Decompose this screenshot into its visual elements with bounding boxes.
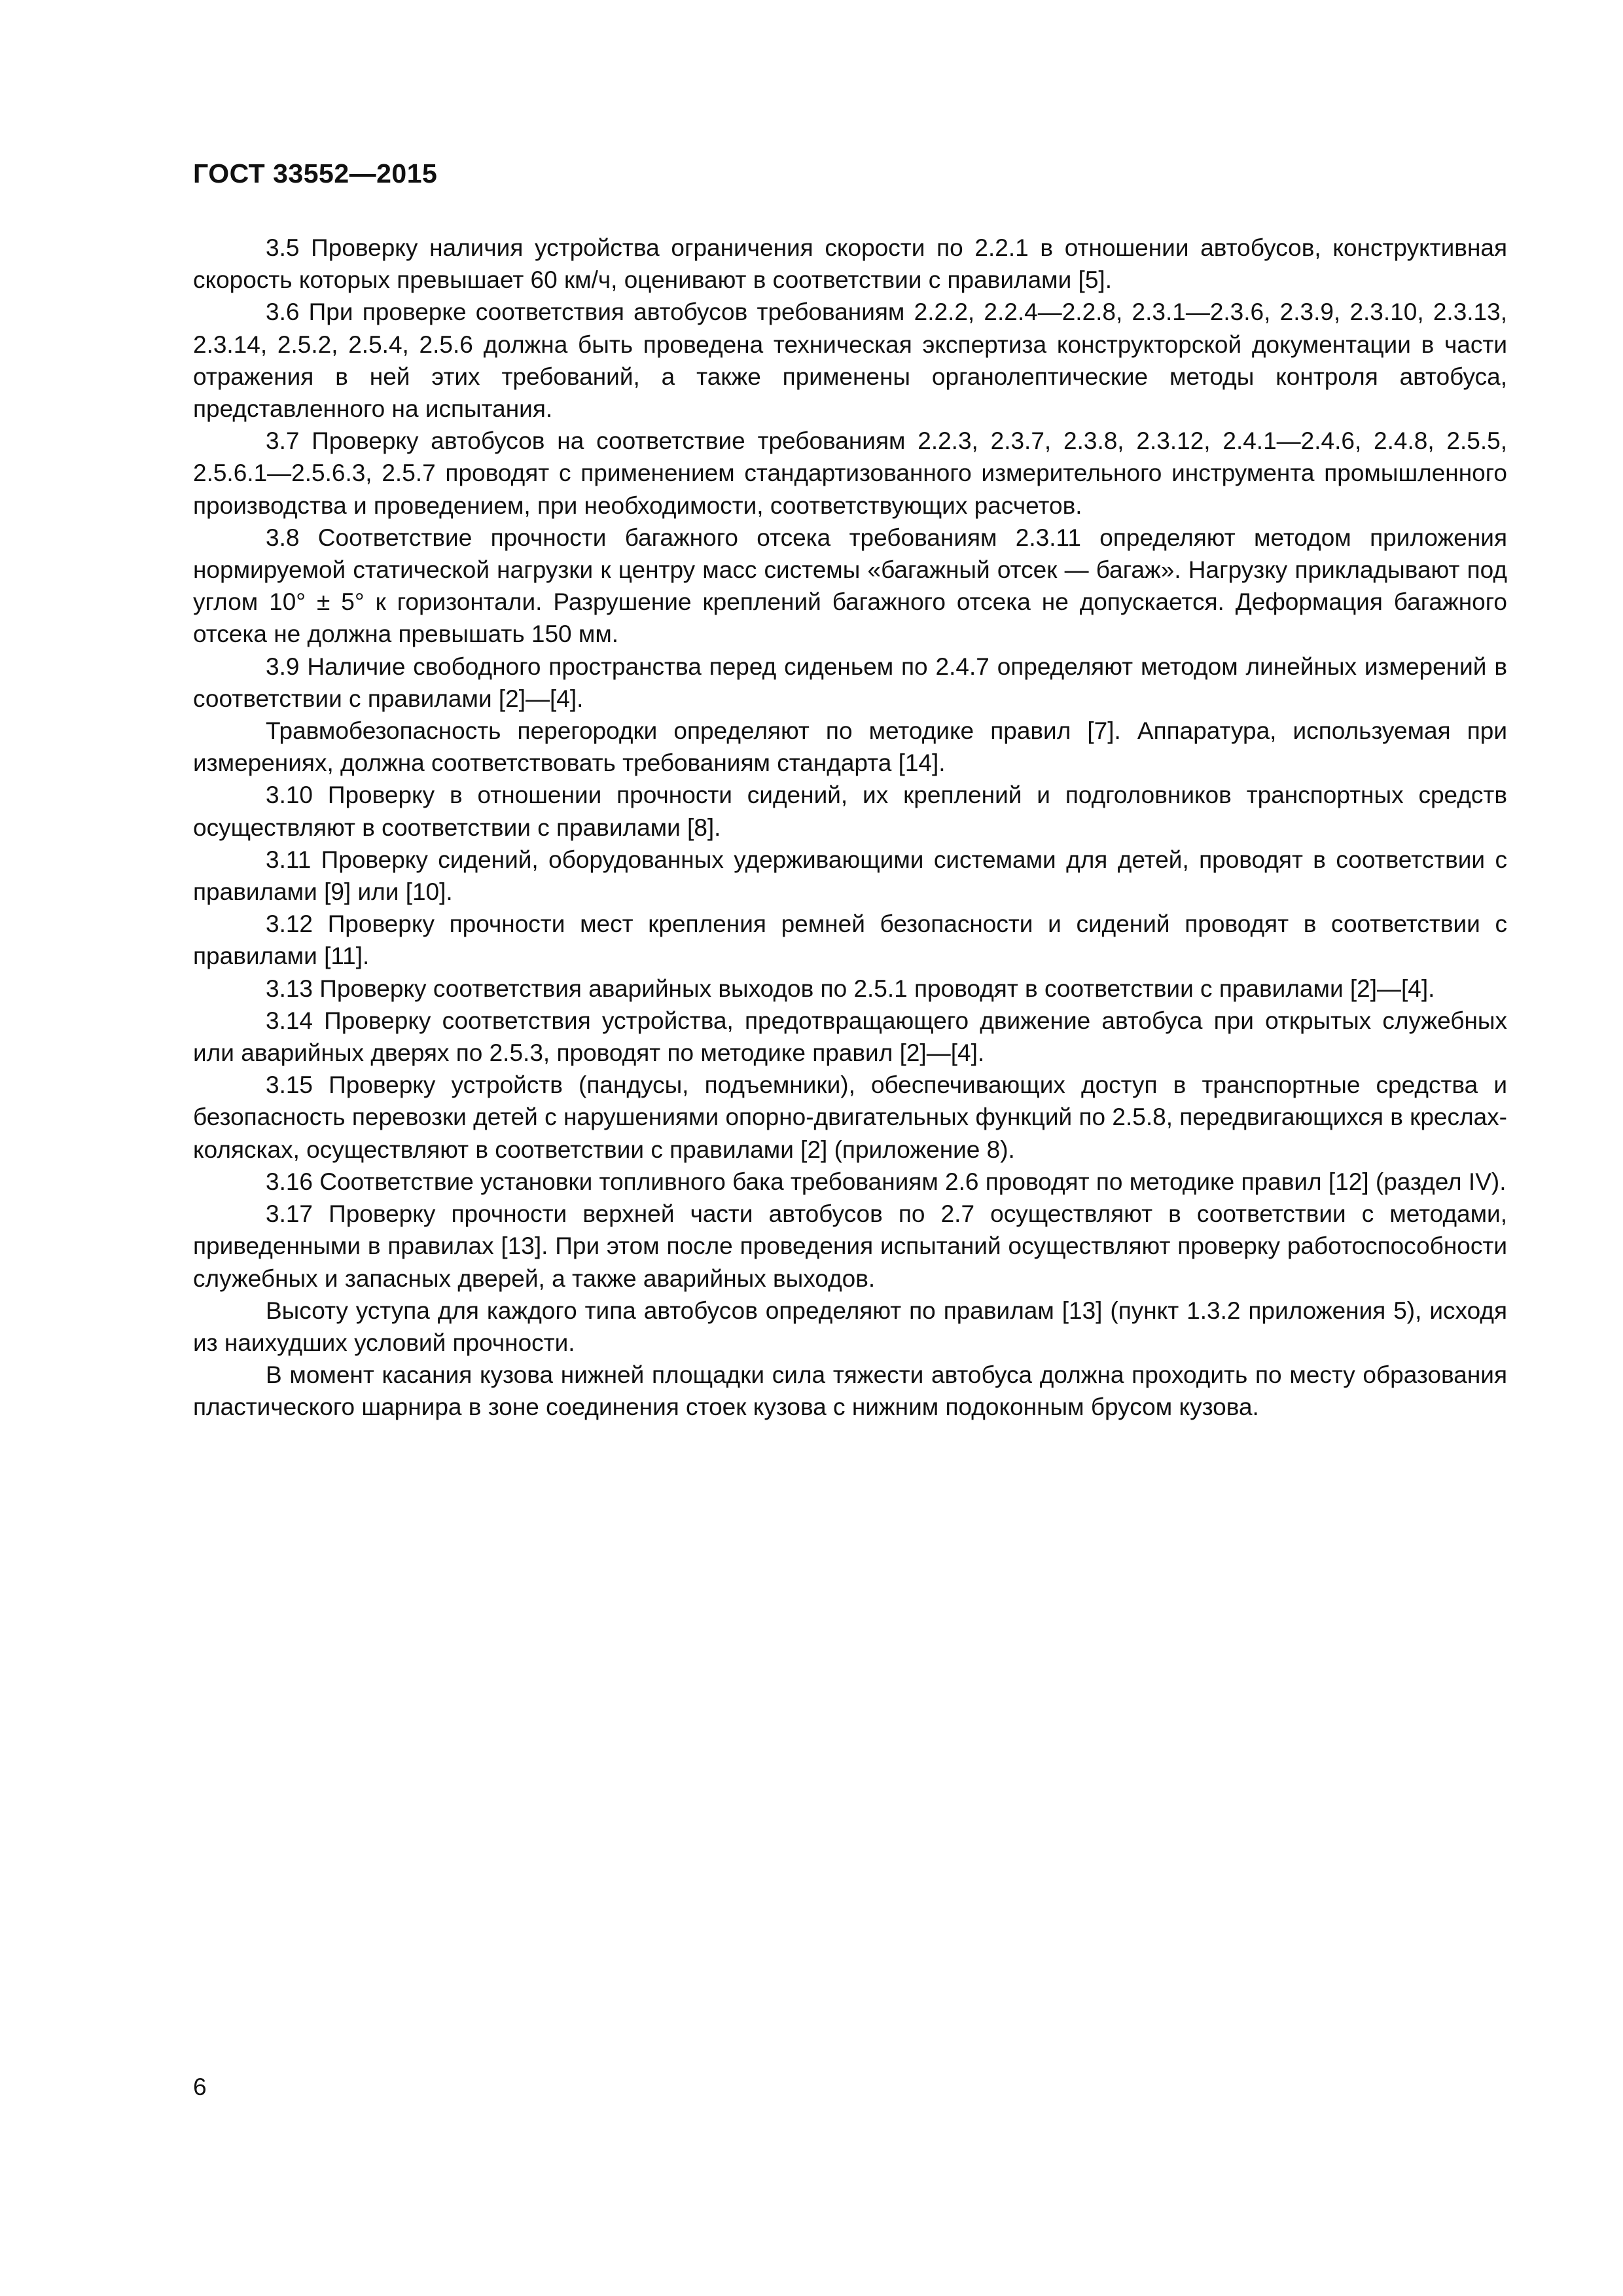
paragraph-3-8: 3.8 Соответствие прочности багажного отсека требованиям 2.3.11 определяют методом приложения нормируемой статической нагрузки к центру масс системы «багажный отсек — багаж». Нагрузку прикладывают под углом 10° ± 5° к горизонтали. Разрушение креплений багажного отсека не допускается. Деформация багажного отсека не должна превышать 150 мм. — [193, 524, 1507, 648]
paragraph-3-13: 3.13 Проверку соответствия аварийных выходов по 2.5.1 проводят в соответствии с правилами [2]—[4]. — [266, 975, 1435, 1002]
page-number: 6 — [193, 2073, 207, 2100]
paragraph-3-17-contact: В момент касания кузова нижней площадки сила тяжести автобуса должна проходить по месту образования пластического шарнира в зоне соединения стоек кузова с нижним подоконным брусом кузова. — [193, 1361, 1507, 1421]
paragraph-3-10: 3.10 Проверку в отношении прочности сидений, их креплений и подголовников транспортных средств осуществляют в соответствии с правилами [8]. — [193, 781, 1507, 841]
paragraph-3-12: 3.12 Проверку прочности мест крепления ремней безопасности и сидений проводят в соответствии с правилами [11]. — [193, 910, 1507, 970]
paragraph-3-9: 3.9 Наличие свободного пространства перед сиденьем по 2.4.7 определяют методом линейных измерений в соответствии с правилами [2]—[4]. — [193, 653, 1507, 712]
paragraph-3-5: 3.5 Проверку наличия устройства ограничения скорости по 2.2.1 в отношении автобусов, конструктивная скорость которых превышает 60 км/ч, оценивают в соответствии с правилами [5]. — [193, 234, 1507, 294]
paragraph-3-14: 3.14 Проверку соответствия устройства, предотвращающего движение автобуса при открытых служебных или аварийных дверях по 2.5.3, проводят по методике правил [2]—[4]. — [193, 1007, 1507, 1067]
paragraph-3-7: 3.7 Проверку автобусов на соответствие требованиям 2.2.3, 2.3.7, 2.3.8, 2.3.12, 2.4.1—2.4.6, 2.4.8, 2.5.5, 2.5.6.1—2.5.6.3, 2.5.7 проводят с применением стандартизованного измерительного инструмента промышленного производства и проведением, при необходимости, соответствующих расчетов. — [193, 427, 1507, 519]
paragraph-3-11: 3.11 Проверку сидений, оборудованных удерживающими системами для детей, проводят в соответствии с правилами [9] или [10]. — [193, 846, 1507, 906]
paragraph-3-17-step-height: Высоту уступа для каждого типа автобусов определяют по правилам [13] (пункт 1.3.2 приложения 5), исходя из наихудших условий прочности. — [193, 1297, 1507, 1356]
paragraph-3-16: 3.16 Соответствие установки топливного бака требованиям 2.6 проводят по методике правил [12] (раздел IV). — [266, 1168, 1507, 1195]
paragraph-3-6: 3.6 При проверке соответствия автобусов требованиям 2.2.2, 2.2.4—2.2.8, 2.3.1—2.3.6, 2.3.9, 2.3.10, 2.3.13, 2.3.14, 2.5.2, 2.5.4, 2.5.6 должна быть проведена техническая экспертиза конструкторской документации в части отражения в ней этих требований, а также применены органолептические методы контроля автобуса, представленного на испытания. — [193, 298, 1507, 423]
paragraph-3-17: 3.17 Проверку прочности верхней части автобусов по 2.7 осуществляют в соответствии с методами, приведенными в правилах [13]. При этом после проведения испытаний осуществляют проверку работоспособности служебных и запасных дверей, а также аварийных выходов. — [193, 1200, 1507, 1292]
paragraph-3-15: 3.15 Проверку устройств (пандусы, подъемники), обеспечивающих доступ в транспортные средства и безопасность перевозки детей с нарушениями опорно-двигательных функций по 2.5.8, передвигающихся в креслах-колясках, осуществляют в соответствии с правилами [2] (приложение 8). — [193, 1071, 1507, 1163]
paragraph-3-9-partition: Травмобезопасность перегородки определяют по методике правил [7]. Аппаратура, используемая при измерениях, должна соответствовать требованиям стандарта [14]. — [193, 717, 1507, 777]
document-body — [193, 232, 1507, 1424]
standard-id-header: ГОСТ 33552—2015 — [193, 158, 438, 188]
